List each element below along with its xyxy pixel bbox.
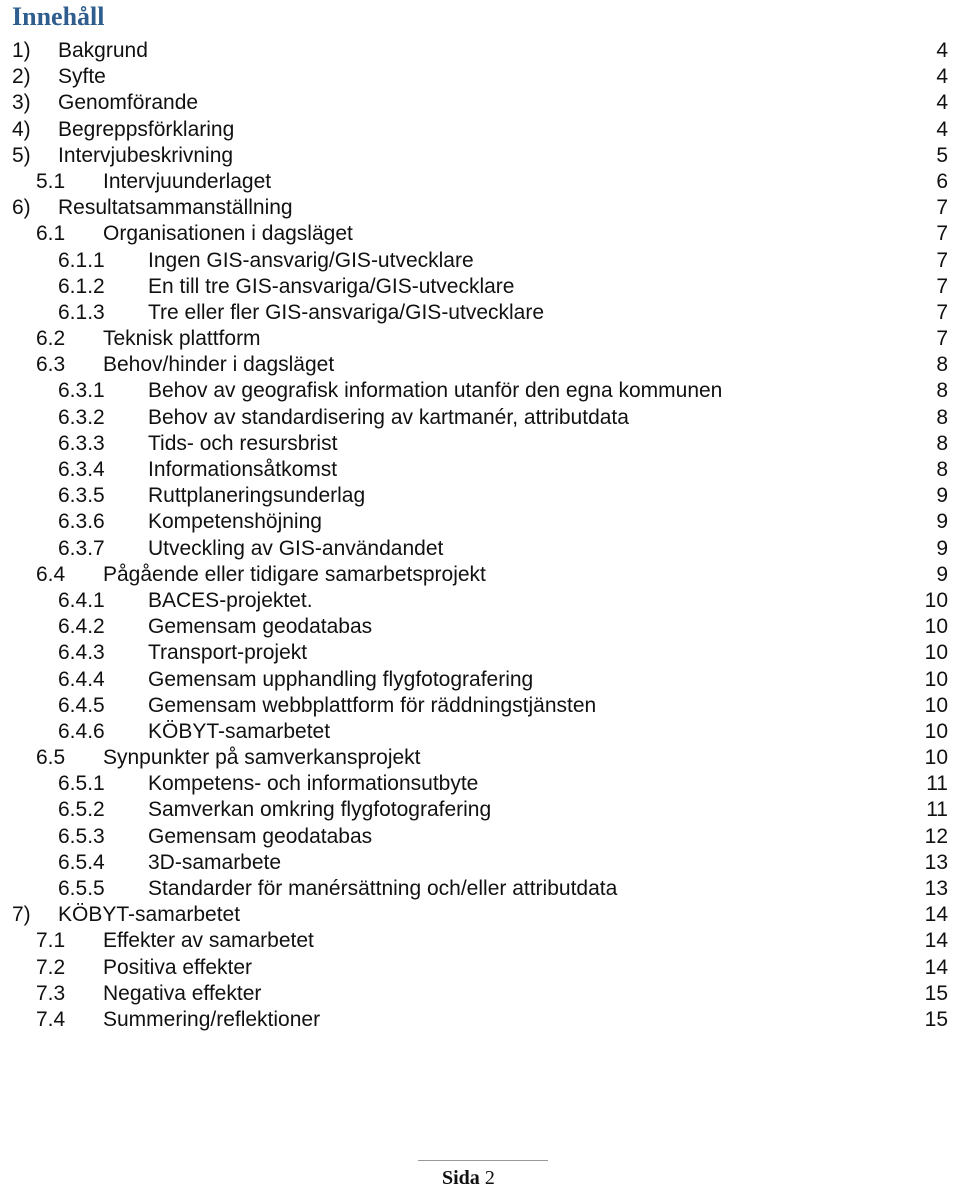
- toc-entry[interactable]: [0, 195, 960, 221]
- toc-entry-title: Intervjubeskrivning: [58, 143, 234, 167]
- toc-entry[interactable]: [0, 221, 960, 247]
- toc-entry-page: 14: [924, 929, 948, 953]
- toc-entry[interactable]: [0, 431, 960, 457]
- toc-entry-page: 10: [924, 588, 948, 612]
- toc-entry-number: 6.1: [36, 222, 66, 246]
- toc-entry-page: 7: [936, 222, 948, 246]
- toc-entry-number: 6.3.5: [58, 484, 105, 508]
- toc-entry-number: 5): [12, 143, 31, 167]
- toc-entry[interactable]: [0, 38, 960, 64]
- toc-entry-page: 10: [924, 746, 948, 770]
- toc-entry-page: 9: [936, 562, 948, 586]
- toc-entry-page: 10: [924, 667, 948, 691]
- toc-entry-title: Effekter av samarbetet: [103, 929, 314, 953]
- toc-entry[interactable]: [0, 300, 960, 326]
- toc-entry-number: 6.3.1: [58, 379, 105, 403]
- toc-entry-number: 4): [12, 117, 31, 141]
- toc-entry-number: 7): [12, 903, 31, 927]
- toc-entry-title: Begreppsförklaring: [58, 117, 235, 141]
- toc-entry-number: 2): [12, 65, 31, 89]
- toc-entry[interactable]: [0, 169, 960, 195]
- toc-entry-number: 6.1.1: [58, 248, 105, 272]
- toc-entry[interactable]: [0, 719, 960, 745]
- toc-entry-number: 6): [12, 196, 31, 220]
- toc-entry[interactable]: [0, 667, 960, 693]
- toc-entry-page: 11: [926, 798, 948, 822]
- toc-entry-page: 12: [924, 824, 948, 848]
- toc-entry-number: 6.4.5: [58, 693, 105, 717]
- toc-entry-page: 10: [924, 615, 948, 639]
- toc-entry-title: Teknisk plattform: [103, 327, 261, 351]
- toc-entry-title: Bakgrund: [58, 39, 148, 62]
- toc-entry-number: 6.5.3: [58, 824, 105, 848]
- toc-entry-page: 10: [924, 719, 948, 743]
- toc-entry-number: 6.4.3: [58, 641, 105, 665]
- toc-entry-title: Gemensam webbplattform för räddningstjänsten: [148, 693, 597, 717]
- toc-entry-title: Behov av standardisering av kartmanér, attributdata: [148, 405, 629, 429]
- toc-entry[interactable]: [0, 588, 960, 614]
- toc-entry[interactable]: [0, 797, 960, 823]
- toc-entry-title: Gemensam geodatabas: [148, 824, 373, 848]
- toc-entry-page: 8: [936, 379, 948, 403]
- footer-divider: [418, 1160, 548, 1161]
- toc-entry[interactable]: [0, 850, 960, 876]
- toc-entry-title: Gemensam upphandling flygfotografering: [148, 667, 534, 691]
- toc-entry-title: Intervjuunderlaget: [103, 169, 272, 193]
- toc-entry-page: 6: [936, 169, 948, 193]
- toc-entry-number: 3): [12, 91, 31, 115]
- toc-entry-page: 10: [924, 693, 948, 717]
- footer-page-number: 2: [484, 1167, 495, 1189]
- toc-entry-page: 9: [936, 536, 948, 560]
- toc-entry-title: Behov av geografisk information utanför den egna kommunen: [148, 379, 723, 403]
- toc-entry-page: 14: [924, 955, 948, 979]
- toc-entry[interactable]: [0, 378, 960, 404]
- toc-entry-number: 6.3.6: [58, 510, 105, 534]
- toc-entry-number: 6.5.1: [58, 772, 105, 796]
- toc-entry-title: Negativa effekter: [103, 981, 262, 1005]
- toc-entry-title: Kompetenshöjning: [148, 510, 322, 534]
- toc-entry-title: Positiva effekter: [103, 955, 253, 979]
- toc-entry[interactable]: [0, 117, 960, 143]
- toc-entry-page: 4: [936, 117, 948, 141]
- toc-entry-title: Tids- och resursbrist: [148, 431, 338, 455]
- toc-entry-title: Syfte: [58, 65, 106, 89]
- toc-entry-number: 6.3: [36, 353, 66, 377]
- toc-entry[interactable]: [0, 902, 960, 928]
- toc-entry-number: 6.5.4: [58, 850, 105, 874]
- toc-entry-title: Summering/reflektioner: [103, 1007, 321, 1031]
- toc-entry-title: En till tre GIS-ansvariga/GIS-utvecklare: [148, 274, 515, 298]
- toc-entry-page: 14: [924, 903, 948, 927]
- toc-entry-number: 6.4: [36, 562, 66, 586]
- toc-entry-page: 9: [936, 484, 948, 508]
- toc-entry-number: 6.5: [36, 746, 66, 770]
- toc-entry-title: Ruttplaneringsunderlag: [148, 484, 366, 508]
- toc-entry-title: Utveckling av GIS-användandet: [148, 536, 444, 560]
- toc-entry-number: 7.3: [36, 981, 66, 1005]
- toc-entry-page: 5: [936, 143, 948, 167]
- toc-entry[interactable]: [0, 771, 960, 797]
- toc-entry[interactable]: [0, 955, 960, 981]
- toc-entry[interactable]: [0, 981, 960, 1007]
- toc-entry-page: 8: [936, 431, 948, 455]
- toc-entry-title: Ingen GIS-ansvarig/GIS-utvecklare: [148, 248, 474, 272]
- toc-entry[interactable]: [0, 457, 960, 483]
- page-footer: [442, 1166, 495, 1190]
- toc-entry-number: 6.4.1: [58, 588, 105, 612]
- toc-entry[interactable]: [0, 326, 960, 352]
- toc-entry-number: 6.4.4: [58, 667, 105, 691]
- toc-entry-title: Organisationen i dagsläget: [103, 222, 353, 246]
- toc-entry-title: Behov/hinder i dagsläget: [103, 353, 335, 377]
- toc-entry-title: Synpunkter på samverkansprojekt: [103, 746, 421, 770]
- toc-entry-title: Kompetens- och informationsutbyte: [148, 772, 479, 796]
- toc-entry-title: BACES-projektet.: [148, 588, 313, 612]
- toc-entry-number: 7.4: [36, 1007, 66, 1031]
- toc-entry[interactable]: [0, 90, 960, 116]
- toc-entry-page: 15: [924, 981, 948, 1005]
- toc-entry[interactable]: [0, 876, 960, 902]
- toc-entry-title: Transport-projekt: [148, 641, 308, 665]
- toc-entry[interactable]: [0, 824, 960, 850]
- toc-entry-title: Tre eller fler GIS-ansvariga/GIS-utvecklare: [148, 300, 545, 324]
- toc-entry-page: 13: [924, 877, 948, 900]
- toc-entry-title: Standarder för manérsättning och/eller attributdata: [148, 877, 618, 900]
- toc-entry[interactable]: [0, 614, 960, 640]
- table-of-contents: [0, 38, 960, 1033]
- toc-entry[interactable]: [0, 483, 960, 509]
- toc-entry-number: 6.1.3: [58, 300, 105, 324]
- toc-entry[interactable]: [0, 640, 960, 666]
- toc-entry-title: Resultatsammanställning: [58, 196, 293, 220]
- toc-entry-page: 8: [936, 353, 948, 377]
- toc-entry-number: 6.4.6: [58, 719, 105, 743]
- toc-entry[interactable]: [0, 64, 960, 90]
- toc-entry-page: 7: [936, 300, 948, 324]
- toc-entry-number: 6.3.7: [58, 536, 105, 560]
- page-title: Innehåll: [12, 2, 105, 31]
- toc-entry-title: KÖBYT-samarbetet: [58, 903, 241, 927]
- toc-entry-number: 7.1: [36, 929, 66, 953]
- toc-entry-number: 6.3.2: [58, 405, 105, 429]
- toc-entry-page: 7: [936, 196, 948, 220]
- toc-entry-page: 9: [936, 510, 948, 534]
- toc-entry[interactable]: [0, 352, 960, 378]
- toc-entry[interactable]: [0, 693, 960, 719]
- toc-entry[interactable]: [0, 248, 960, 274]
- toc-entry-title: Samverkan omkring flygfotografering: [148, 798, 492, 822]
- toc-entry-page: 8: [936, 405, 948, 429]
- toc-entry-page: 13: [924, 850, 948, 874]
- toc-entry-page: 7: [936, 274, 948, 298]
- toc-entry-page: 4: [936, 91, 948, 115]
- toc-entry-number: 6.3.3: [58, 431, 105, 455]
- toc-entry[interactable]: [0, 509, 960, 535]
- toc-entry[interactable]: [0, 405, 960, 431]
- toc-entry-number: 6.5.5: [58, 877, 105, 900]
- toc-entry-number: 6.3.4: [58, 458, 105, 481]
- toc-entry-number: 6.1.2: [58, 274, 105, 298]
- toc-entry-number: 7.2: [36, 955, 66, 979]
- toc-entry[interactable]: [0, 274, 960, 300]
- toc-entry-number: 5.1: [36, 169, 66, 193]
- toc-entry[interactable]: [0, 562, 960, 588]
- toc-entry-title: 3D-samarbete: [148, 850, 282, 874]
- toc-entry-page: 15: [924, 1007, 948, 1031]
- toc-entry-number: 1): [12, 39, 31, 62]
- toc-entry-title: Informationsåtkomst: [148, 458, 338, 481]
- toc-entry[interactable]: [0, 536, 960, 562]
- toc-entry[interactable]: [0, 928, 960, 954]
- toc-entry-title: Pågående eller tidigare samarbetsprojekt: [103, 562, 486, 586]
- toc-entry-number: 6.4.2: [58, 615, 105, 639]
- toc-entry-page: 11: [926, 772, 948, 796]
- toc-entry-page: 7: [936, 248, 948, 272]
- toc-entry-page: 7: [936, 327, 948, 351]
- toc-entry[interactable]: [0, 143, 960, 169]
- toc-entry[interactable]: [0, 1007, 960, 1033]
- toc-entry[interactable]: [0, 745, 960, 771]
- toc-entry-title: Genomförande: [58, 91, 199, 115]
- toc-entry-title: KÖBYT-samarbetet: [148, 719, 331, 743]
- toc-entry-title: Gemensam geodatabas: [148, 615, 373, 639]
- toc-entry-page: 4: [936, 39, 948, 62]
- toc-entry-page: 4: [936, 65, 948, 89]
- toc-entry-page: 10: [924, 641, 948, 665]
- toc-entry-page: 8: [936, 458, 948, 481]
- toc-entry-number: 6.2: [36, 327, 66, 351]
- toc-entry-number: 6.5.2: [58, 798, 105, 822]
- footer-label: Sida: [442, 1167, 480, 1189]
